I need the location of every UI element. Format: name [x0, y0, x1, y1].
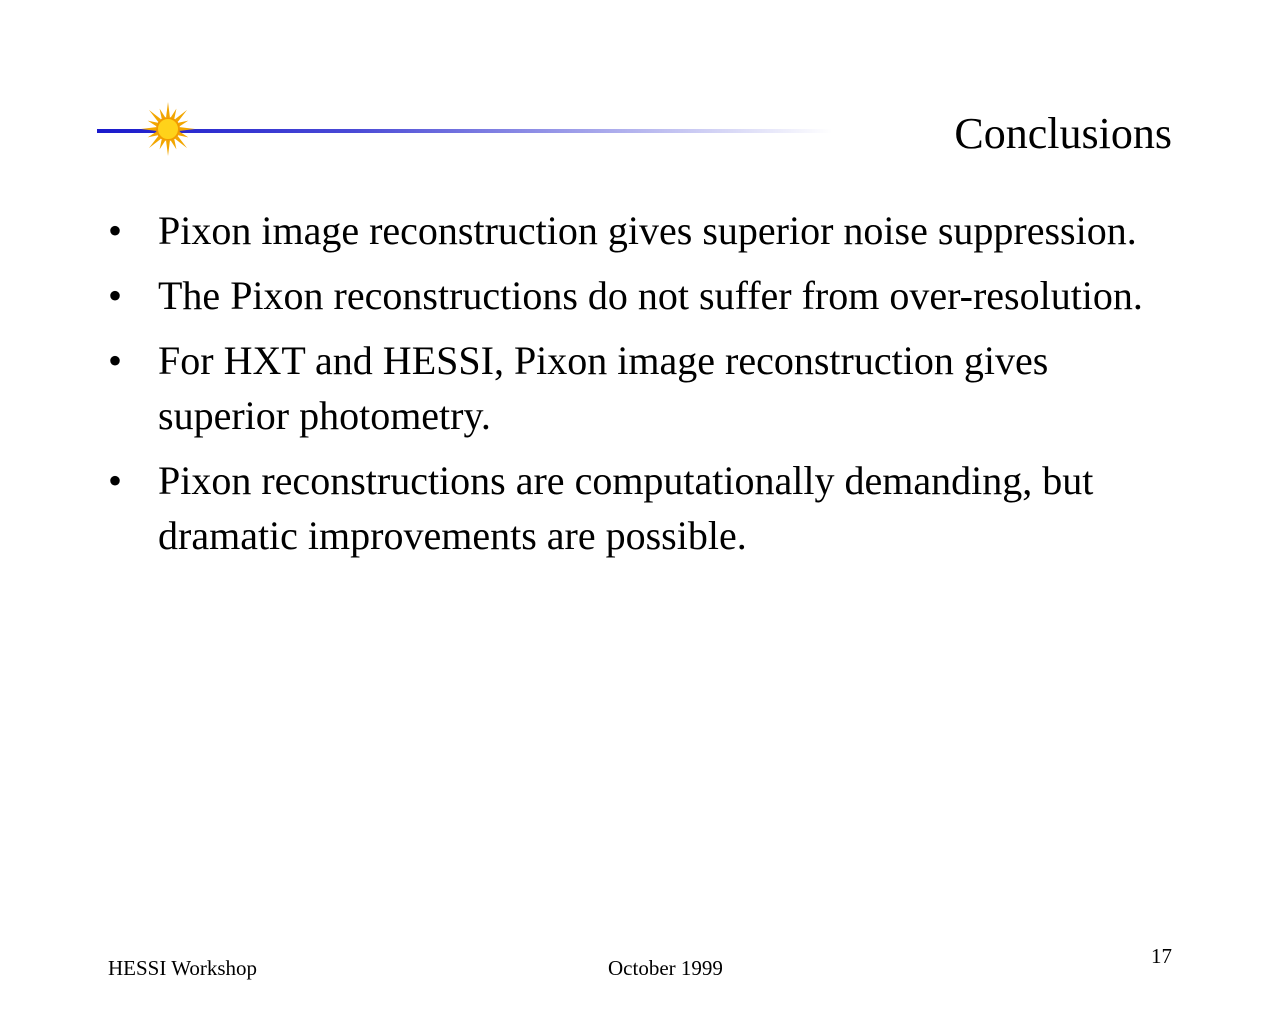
- sun-ray: [175, 110, 187, 122]
- bullet-list: [108, 203, 1188, 573]
- bullet-marker: •: [108, 458, 123, 503]
- sun-ray: [148, 132, 158, 138]
- sun-ray: [178, 132, 188, 138]
- bullet-marker: •: [108, 338, 123, 383]
- sun-ray: [171, 139, 177, 149]
- sun-ray: [180, 127, 195, 131]
- sun-ray: [148, 121, 158, 127]
- footer-event: HESSI Workshop: [108, 956, 258, 980]
- sun-ray: [175, 136, 187, 148]
- footer-date: October 1999: [608, 956, 723, 980]
- bullet-marker: •: [108, 208, 123, 253]
- sun-ray: [141, 127, 156, 131]
- sun-icon: [140, 101, 196, 157]
- bullet-marker: •: [108, 273, 123, 318]
- bullet-item: [108, 268, 1188, 323]
- sun-ray: [149, 136, 161, 148]
- bullet-text: The Pixon reconstructions do not suffer from over-resolution.: [158, 273, 1143, 318]
- sun-ray: [178, 121, 188, 127]
- bullet-item: [108, 333, 1188, 443]
- page-number: 17: [1151, 944, 1172, 968]
- sun-ray: [160, 139, 166, 149]
- bullet-item: [108, 453, 1188, 563]
- bullet-item: [108, 203, 1188, 258]
- bullet-text: Pixon reconstructions are computationally demanding, but dramatic improvements are possible.: [158, 458, 1094, 558]
- slide-title: Conclusions: [954, 109, 1172, 158]
- sun-ray: [166, 102, 170, 117]
- sun-ray: [166, 141, 170, 156]
- title-rule: [97, 129, 832, 133]
- bullet-text: For HXT and HESSI, Pixon image reconstruction gives superior photometry.: [158, 338, 1049, 438]
- sun-ray: [149, 110, 161, 122]
- sun-ray: [160, 109, 166, 119]
- sun-ray: [171, 109, 177, 119]
- bullet-text: Pixon image reconstruction gives superior noise suppression.: [158, 208, 1137, 253]
